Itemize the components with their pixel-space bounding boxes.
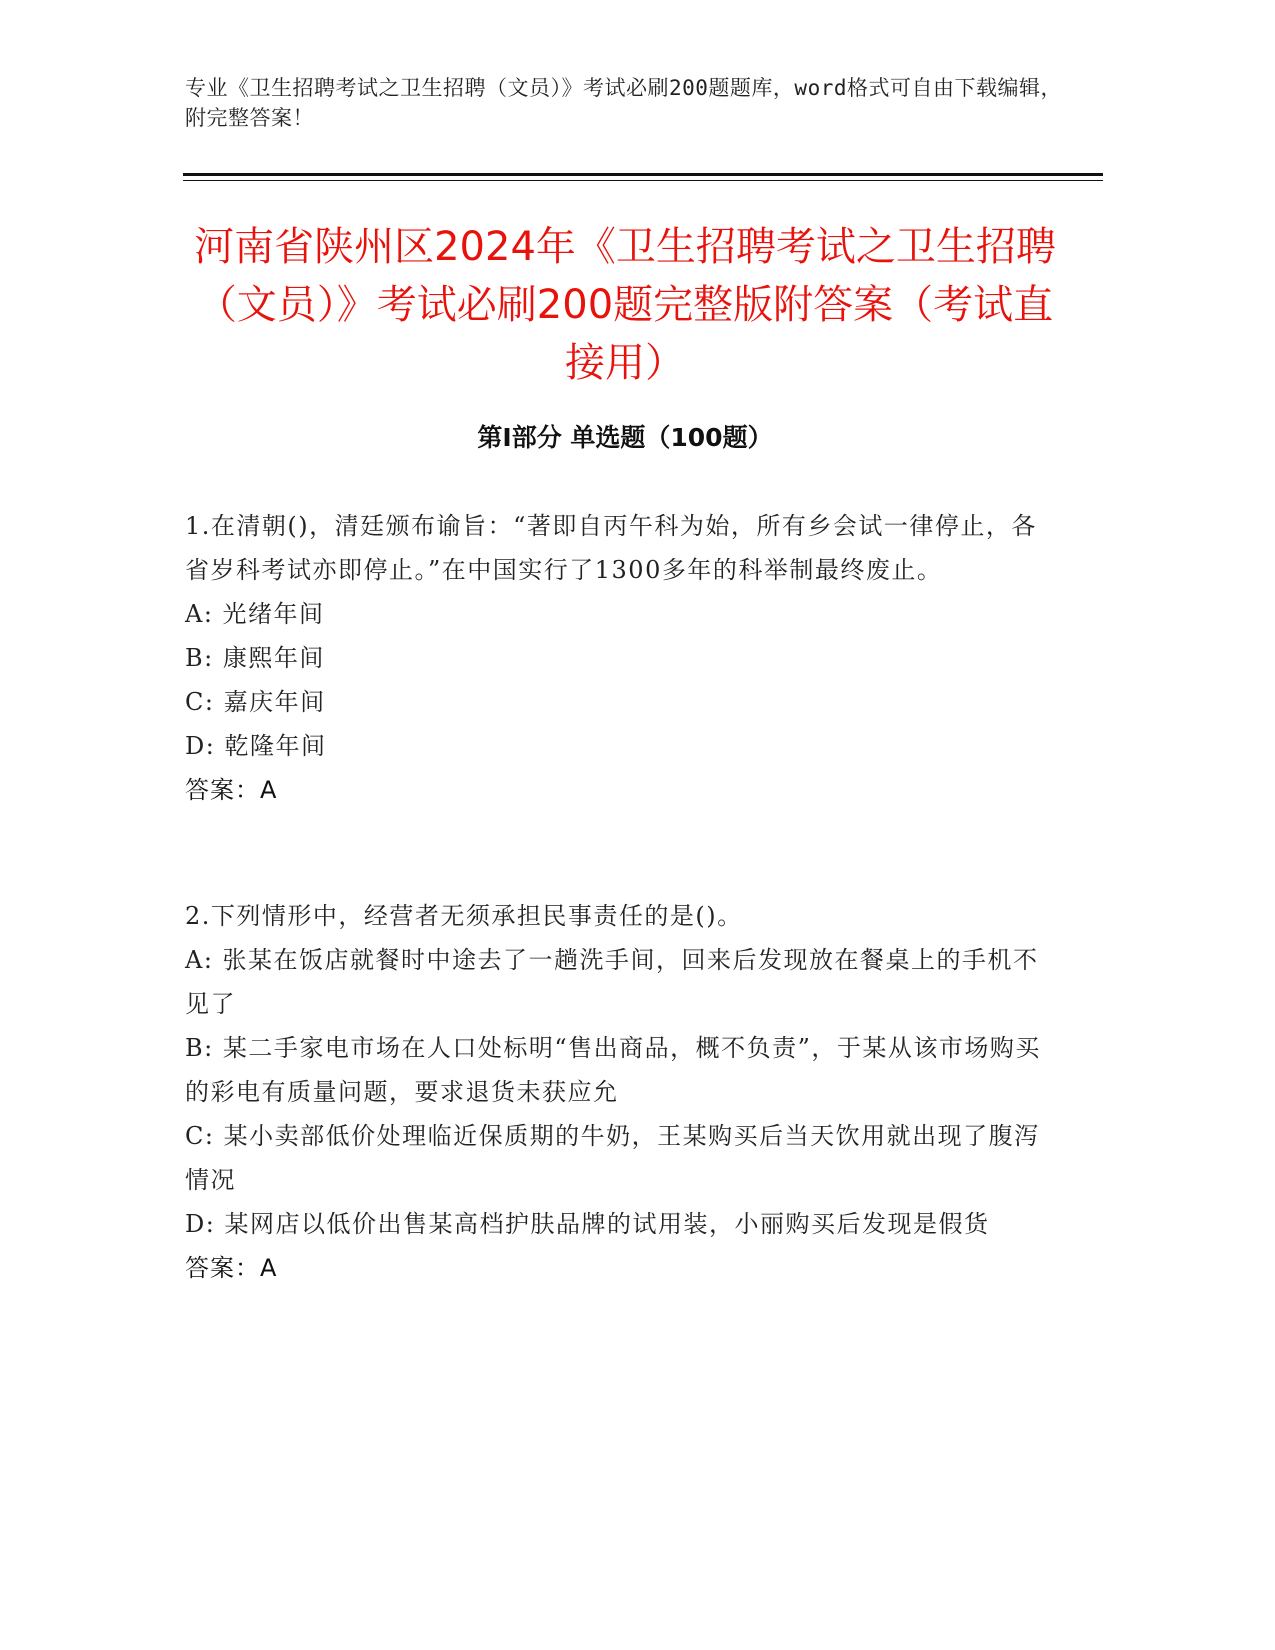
question-text: 1.在清朝()，清廷颁布谕旨：“著即自丙午科为始，所有乡会试一律停止，各省岁科考试亦即停止。”在中国实行了1300多年的科举制最终废止。	[185, 512, 1037, 584]
header-note: 专业《卫生招聘考试之卫生招聘（文员）》考试必刷200题题库，word格式可自由下载编辑，附完整答案！	[185, 76, 1062, 130]
answer: 答案：A	[185, 776, 278, 804]
option-c: C: 某小卖部低价处理临近保质期的牛奶，王某购买后当天饮用就出现了腹泻情况	[185, 1122, 1040, 1194]
option-a: A: 光绪年间	[185, 600, 325, 628]
option-d: D: 乾隆年间	[185, 732, 327, 760]
document-title: 河南省陕州区2024年《卫生招聘考试之卫生招聘（文员）》考试必刷200题完整版附答案（考试直接用）	[194, 224, 1056, 386]
answer: 答案：A	[185, 1254, 278, 1282]
header-rule-thick	[183, 173, 1103, 176]
question-text: 2.下列情形中，经营者无须承担民事责任的是()。	[185, 902, 743, 930]
option-b: B: 康熙年间	[185, 644, 325, 672]
option-b: B: 某二手家电市场在人口处标明“售出商品，概不负责”，于某从该市场购买的彩电有质量问题，要求退货未获应允	[185, 1034, 1041, 1106]
option-a: A: 张某在饭店就餐时中途去了一趟洗手间，回来后发现放在餐桌上的手机不见了	[185, 946, 1039, 1018]
question-1	[185, 504, 1055, 812]
header-rule-thin	[183, 180, 1103, 181]
question-2	[185, 894, 1055, 1290]
option-c: C: 嘉庆年间	[185, 688, 326, 716]
section-heading: 第I部分 单选题（100题）	[477, 423, 773, 452]
option-d: D: 某网店以低价出售某高档护肤品牌的试用装，小丽购买后发现是假货	[185, 1210, 990, 1238]
